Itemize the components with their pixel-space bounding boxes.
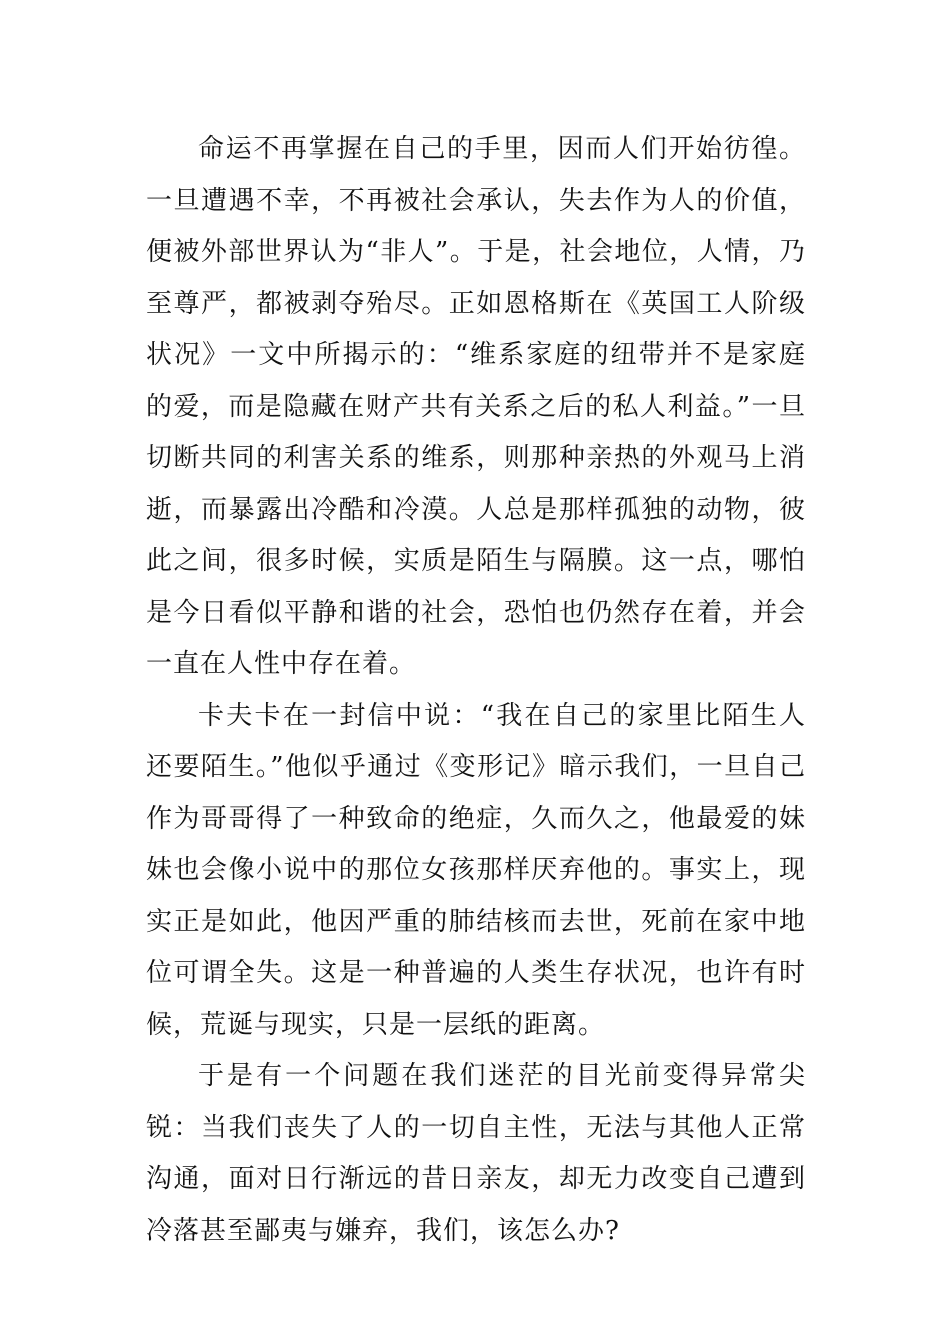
document-body [146, 124, 806, 1257]
paragraph-3: 于是有一个问题在我们迷茫的目光前变得异常尖锐：当我们丧失了人的一切自主性，无法与其他人正常沟通，面对日行渐远的昔日亲友，却无力改变自己遭到冷落甚至鄙夷与嫌弃，我们，该怎么办? [146, 1061, 806, 1246]
paragraph-2: 卡夫卡在一封信中说：“我在自己的家里比陌生人还要陌生。”他似乎通过《变形记》暗示我们，一旦自己作为哥哥得了一种致命的绝症，久而久之，他最爱的妹妹也会像小说中的那位女孩那样厌弃他的。事实上，现实正是如此，他因严重的肺结核而去世，死前在家中地位可谓全失。这是一种普遍的人类生存状况，也许有时候，荒诞与现实，只是一层纸的距离。 [146, 700, 806, 1040]
paragraph-1: 命运不再掌握在自己的手里，因而人们开始彷徨。一旦遭遇不幸，不再被社会承认，失去作为人的价值，便被外部世界认为“非人”。于是，社会地位，人情，乃至尊严，都被剥夺殆尽。正如恩格斯在《英国工人阶级状况》一文中所揭示的：“维系家庭的纽带并不是家庭的爱，而是隐藏在财产共有关系之后的私人利益。”一旦切断共同的利害关系的维系，则那种亲热的外观马上消逝，而暴露出冷酷和冷漠。人总是那样孤独的动物，彼此之间，很多时候，实质是陌生与隔膜。这一点，哪怕是今日看似平静和谐的社会，恐怕也仍然存在着，并会一直在人性中存在着。 [146, 134, 806, 679]
